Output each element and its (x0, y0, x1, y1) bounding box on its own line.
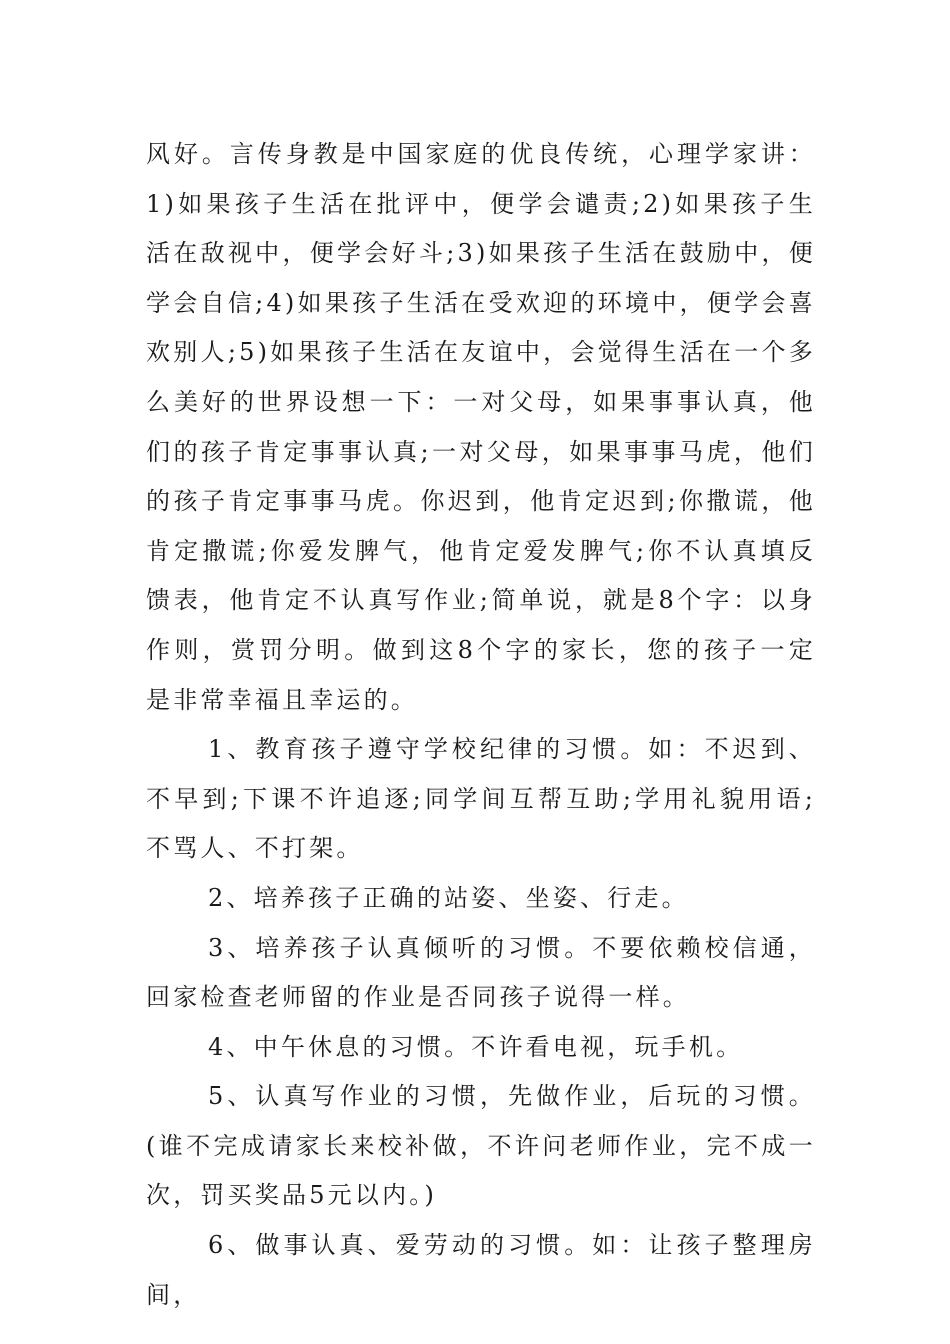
document-body (146, 130, 816, 1320)
paragraph-item-1: 1、教育孩子遵守学校纪律的习惯。如：不迟到、不早到;下课不许追逐;同学间互帮互助;学用礼貌用语;不骂人、不打架。 (146, 735, 816, 863)
paragraph-intro: 风好。言传身教是中国家庭的优良传统，心理学家讲：1)如果孩子生活在批评中，便学会谴责;2)如果孩子生活在敌视中，便学会好斗;3)如果孩子生活在鼓励中，便学会自信;4)如果孩子生活在受欢迎的环境中，便学会喜欢别人;5)如果孩子生活在友谊中，会觉得生活在一个多么美好的世界设想一下：一对父母，如果事事认真，他们的孩子肯定事事认真;一对父母，如果事事马虎，他们的孩子肯定事事马虎。你迟到，他肯定迟到;你撒谎，他肯定撒谎;你爱发脾气，他肯定爱发脾气;你不认真填反馈表，他肯定不认真写作业;简单说，就是8个字：以身作则，赏罚分明。做到这8个字的家长，您的孩子一定是非常幸福且幸运的。 (146, 140, 816, 714)
paragraph-item-3: 3、培养孩子认真倾听的习惯。不要依赖校信通，回家检查老师留的作业是否同孩子说得一样。 (146, 933, 816, 1012)
paragraph-item-4: 4、中午休息的习惯。不许看电视，玩手机。 (208, 1032, 744, 1061)
paragraph-item-6: 6、做事认真、爱劳动的习惯。如：让孩子整理房间， (146, 1231, 816, 1309)
paragraph-item-2: 2、培养孩子正确的站姿、坐姿、行走。 (208, 883, 689, 912)
paragraph-item-5: 5、认真写作业的习惯，先做作业，后玩的习惯。(谁不完成请家长来校补做，不许问老师作业，完不成一次，罚买奖品5元以内。) (146, 1082, 816, 1210)
